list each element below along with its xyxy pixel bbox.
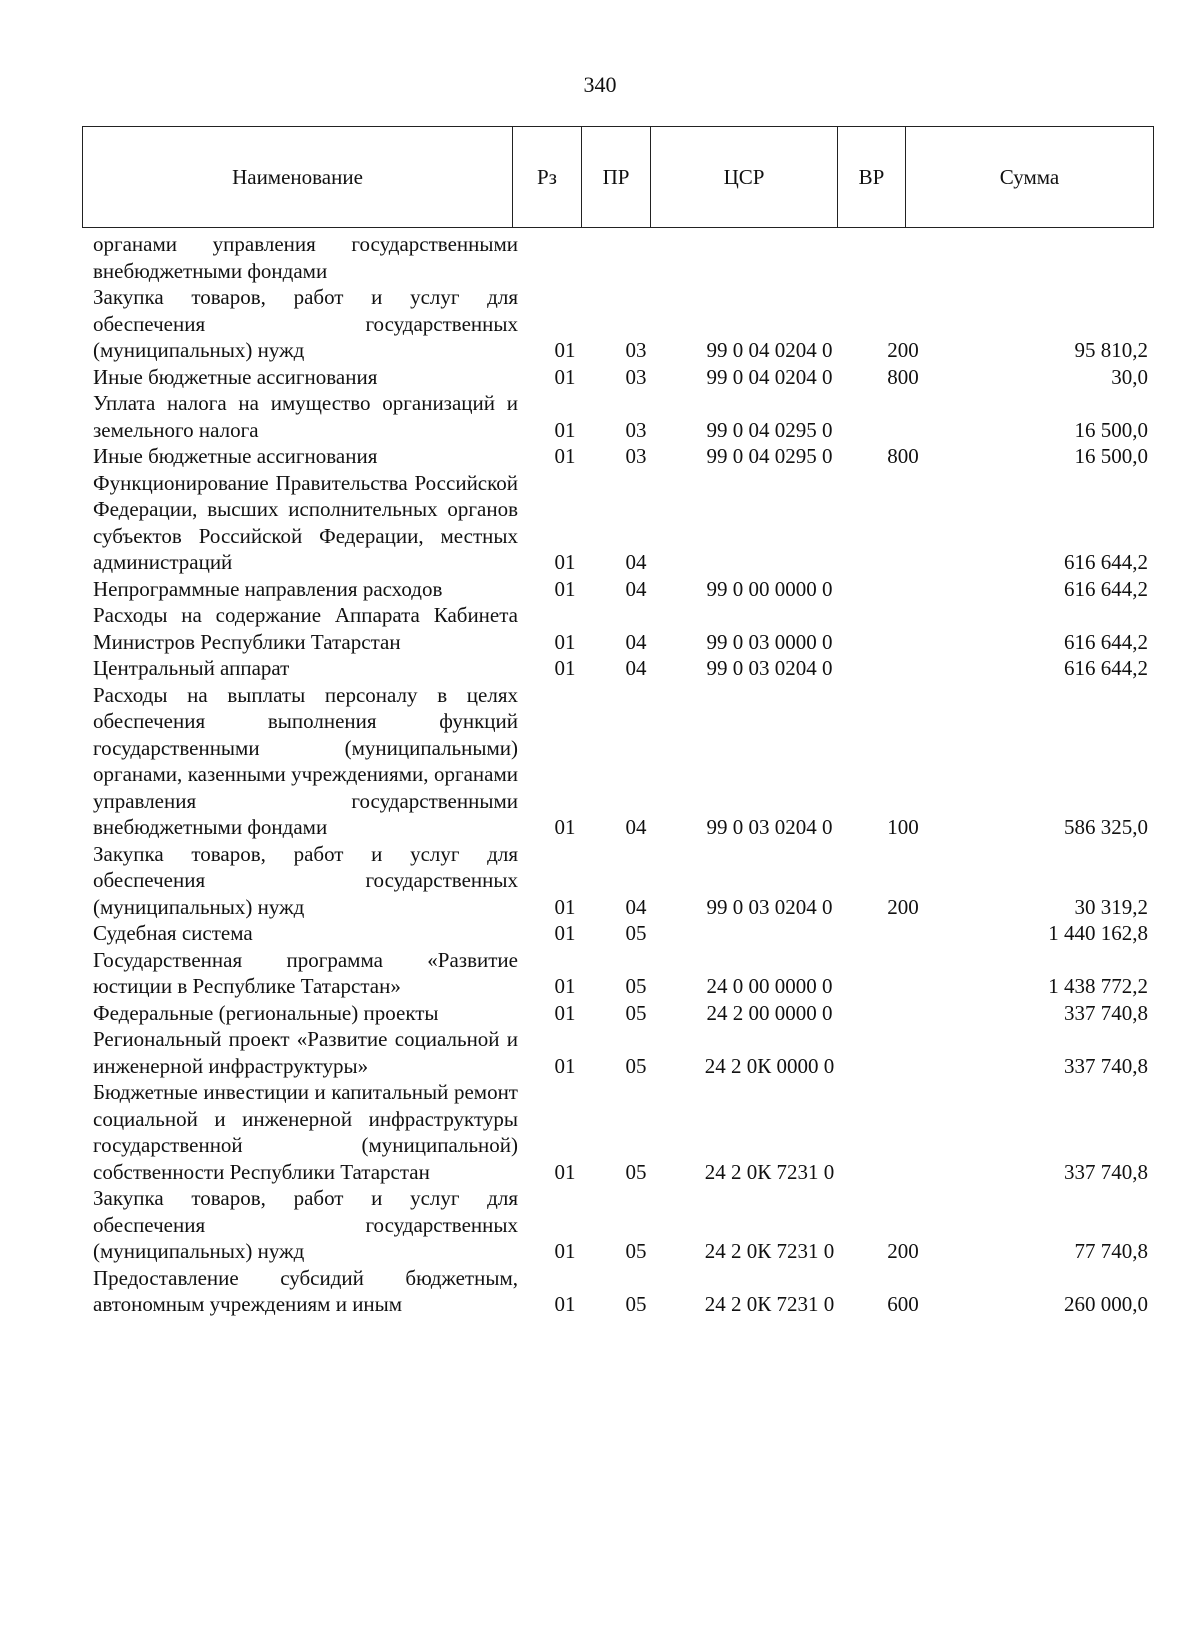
row-pr: 03 [625, 364, 647, 389]
header-pr: ПР [582, 127, 651, 228]
row-pr: 04 [625, 894, 647, 919]
row-sum: 260 000,0 [1064, 1292, 1148, 1316]
row-rz: 01 [554, 656, 576, 680]
row-rz: 01 [554, 921, 576, 945]
row-name: Закупка товаров, работ и услуг для обеспечения государственных (муниципальных) нужд [93, 1186, 518, 1263]
row-vr: 200 [887, 894, 919, 919]
row-name: Судебная система [93, 921, 253, 945]
row-rz: 01 [554, 417, 576, 442]
row-pr: 04 [625, 629, 647, 654]
row-name: Предоставление субсидий бюджетным, автономным учреждениям и иным [93, 1265, 518, 1316]
row-rz: 01 [554, 1159, 576, 1184]
row-rz: 01 [554, 1000, 576, 1025]
row-rz: 01 [554, 338, 576, 362]
row-name: Уплата налога на имущество организаций и земельного налога [93, 391, 518, 442]
row-vr: 100 [887, 815, 919, 839]
row-csr: 99 0 03 0000 0 [706, 629, 833, 654]
row-vr: 200 [887, 338, 919, 362]
table-row [0, 284, 1200, 364]
header-csr: ЦСР [651, 127, 838, 228]
row-pr: 04 [625, 815, 647, 839]
row-name: Центральный аппарат [93, 656, 290, 680]
header-rz: Рз [513, 127, 582, 228]
row-name: органами управления государственными внебюджетными фондами [93, 232, 518, 283]
table-row [0, 576, 1200, 603]
row-sum: 616 644,2 [1064, 576, 1148, 601]
table-row [0, 1079, 1200, 1185]
table-header [82, 126, 1154, 228]
row-name: Иные бюджетные ассигнования [93, 364, 378, 389]
row-name: Закупка товаров, работ и услуг для обеспечения государственных (муниципальных) нужд [93, 841, 518, 919]
row-pr: 05 [625, 974, 647, 998]
row-pr: 05 [625, 1159, 647, 1184]
row-rz: 01 [554, 576, 576, 601]
row-pr: 03 [625, 417, 647, 442]
row-rz: 01 [554, 974, 576, 998]
row-name: Функционирование Правительства Российской Федерации, высших исполнительных органов субъектов Российской Федерации, местных администраций [93, 470, 518, 574]
table-row [0, 1026, 1200, 1079]
row-name: Закупка товаров, работ и услуг для обеспечения государственных (муниципальных) нужд [93, 285, 518, 362]
row-rz: 01 [554, 629, 576, 654]
row-pr: 05 [625, 921, 647, 945]
row-name: Региональный проект «Развитие социальной и инженерной инфраструктуры» [93, 1027, 518, 1078]
row-csr: 24 0 00 0000 0 [706, 974, 833, 998]
table-row [0, 443, 1200, 470]
row-pr: 04 [625, 576, 647, 601]
row-vr: 200 [887, 1239, 919, 1263]
table-row [0, 364, 1200, 391]
row-csr: 24 2 0К 7231 0 [704, 1159, 835, 1184]
row-sum: 616 644,2 [1064, 629, 1148, 654]
table-row [0, 390, 1200, 443]
row-csr: 24 2 0К 0000 0 [704, 1053, 835, 1078]
row-sum: 95 810,2 [1074, 338, 1148, 362]
row-pr: 05 [625, 1000, 647, 1025]
row-rz: 01 [554, 894, 576, 919]
table-row [0, 655, 1200, 682]
row-name: Государственная программа «Развитие юстиции в Республике Татарстан» [93, 947, 518, 998]
row-sum: 30,0 [1111, 364, 1148, 389]
table-row [0, 947, 1200, 1000]
page-number: 340 [583, 72, 617, 97]
row-csr: 99 0 04 0204 0 [706, 338, 833, 362]
row-vr: 800 [887, 364, 919, 389]
row-rz: 01 [554, 1239, 576, 1263]
row-name: Федеральные (региональные) проекты [93, 1000, 439, 1025]
row-rz: 01 [554, 444, 576, 468]
row-csr: 99 0 04 0295 0 [706, 417, 833, 442]
row-sum: 616 644,2 [1064, 656, 1148, 680]
row-sum: 616 644,2 [1064, 550, 1148, 574]
row-sum: 1 438 772,2 [1048, 974, 1148, 998]
row-name: Бюджетные инвестиции и капитальный ремонт социальной и инженерной инфраструктуры государственной (муниципальной) собственности Республики Татарстан [93, 1080, 518, 1184]
table-row [0, 470, 1200, 576]
row-pr: 04 [625, 656, 647, 680]
header-name: Наименование [83, 127, 513, 228]
table-row [0, 1265, 1200, 1318]
table-row [0, 920, 1200, 947]
row-csr: 99 0 00 0000 0 [706, 576, 833, 601]
row-sum: 337 740,8 [1064, 1053, 1148, 1078]
table-row [0, 841, 1200, 921]
row-sum: 1 440 162,8 [1048, 921, 1148, 945]
row-pr: 03 [625, 338, 647, 362]
row-csr: 24 2 0К 7231 0 [704, 1239, 835, 1263]
row-pr: 05 [625, 1292, 647, 1316]
table-row [0, 1185, 1200, 1265]
row-vr: 800 [887, 444, 919, 468]
row-sum: 586 325,0 [1064, 815, 1148, 839]
row-csr: 99 0 03 0204 0 [706, 815, 833, 839]
row-csr: 24 2 00 0000 0 [706, 1000, 833, 1025]
row-name: Иные бюджетные ассигнования [93, 444, 378, 468]
row-pr: 04 [625, 550, 647, 574]
row-name: Расходы на выплаты персоналу в целях обеспечения выполнения функций государственными (муниципальными) органами, казенными учреждениями, органами управления государственными внебюджетными фондами [93, 682, 518, 839]
row-rz: 01 [554, 550, 576, 574]
table-row [0, 682, 1200, 841]
row-sum: 16 500,0 [1074, 444, 1148, 468]
row-rz: 01 [554, 815, 576, 839]
header-sum: Сумма [906, 127, 1154, 228]
row-csr: 99 0 03 0204 0 [706, 894, 833, 919]
row-csr: 99 0 03 0204 0 [706, 656, 833, 680]
row-rz: 01 [554, 1053, 576, 1078]
row-rz: 01 [554, 1292, 576, 1316]
row-pr: 05 [625, 1053, 647, 1078]
table-row [0, 602, 1200, 655]
table-row [0, 1000, 1200, 1027]
row-sum: 337 740,8 [1064, 1159, 1148, 1184]
row-csr: 99 0 04 0204 0 [706, 364, 833, 389]
row-name: Непрограммные направления расходов [93, 576, 443, 601]
row-rz: 01 [554, 364, 576, 389]
row-sum: 16 500,0 [1074, 417, 1148, 442]
row-pr: 05 [625, 1239, 647, 1263]
row-sum: 337 740,8 [1064, 1000, 1148, 1025]
row-sum: 30 319,2 [1074, 894, 1148, 919]
header-vr: ВР [838, 127, 906, 228]
row-csr: 99 0 04 0295 0 [706, 444, 833, 468]
row-vr: 600 [887, 1292, 919, 1316]
row-sum: 77 740,8 [1074, 1239, 1148, 1263]
row-csr: 24 2 0К 7231 0 [704, 1292, 835, 1316]
table-row [0, 231, 1200, 284]
row-name: Расходы на содержание Аппарата Кабинета Министров Республики Татарстан [93, 603, 518, 654]
row-pr: 03 [625, 444, 647, 468]
table-body [0, 231, 1200, 1318]
